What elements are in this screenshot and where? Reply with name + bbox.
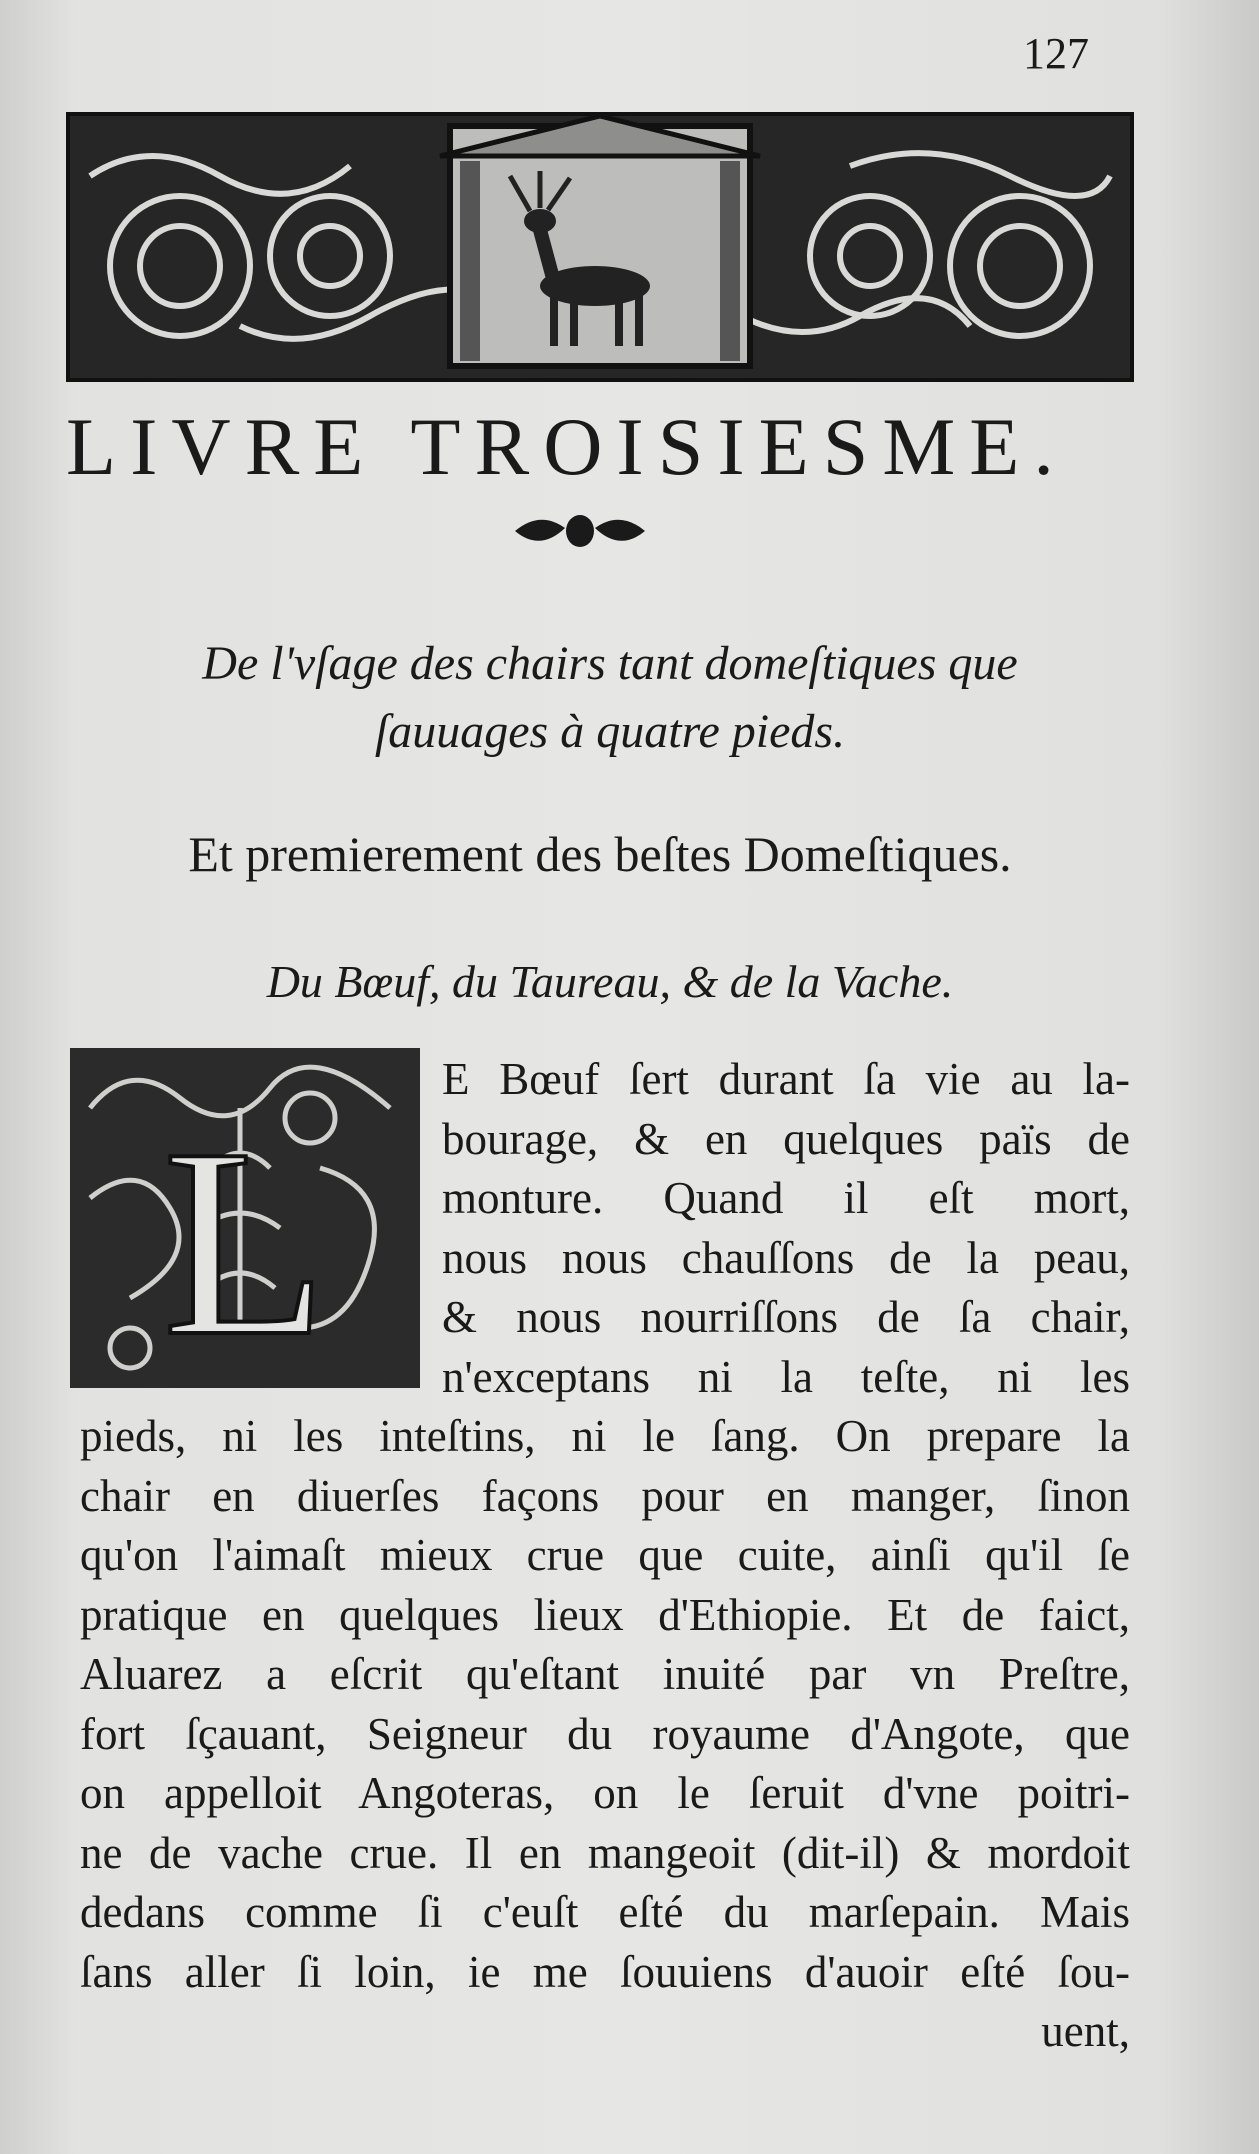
catchword: uent, [1041,2006,1130,2056]
header-ornament-woodcut [66,112,1134,382]
page-number: 127 [1023,29,1089,78]
body-line: fort ſçauant, Seigneur du royaume d'Angote, que [80,1708,1130,1759]
body-text [80,1050,1130,2062]
body-line: & nous nourriſſons de ſa chair, [442,1292,1130,1342]
book-title: LIVRE TROISIESME. [66,401,1068,492]
drop-cap-letter: L [162,1093,328,1388]
body-line: E Bœuf ſert durant ſa vie au la- [442,1054,1130,1104]
body-line: n'exceptans ni la teſte, ni les [442,1351,1130,1402]
body-line: bourage, & en quelques païs de [442,1113,1130,1164]
body-line: dedans comme ſi c'euſt eſté du marſepain. Mais [80,1887,1130,1937]
body-line: pratique en quelques lieux d'Ethiopie. Et de faict, [80,1589,1130,1640]
body-line: nous nous chauſſons de la peau, [442,1232,1130,1283]
subsection-heading: Et premierement des beſtes Domeſtiques. [188,826,1012,882]
body-line: pieds, ni les inteſtins, ni le ſang. On prepare la [80,1411,1130,1461]
body-line: on appelloit Angoteras, on le ſeruit d'vne poitri- [80,1768,1130,1818]
body-line: monture. Quand il eſt mort, [442,1173,1130,1223]
chapter-title: Du Bœuf, du Taureau, & de la Vache. [266,956,954,1007]
body-line: ne de vache crue. Il en mangeoit (dit-il) & mordoit [80,1827,1130,1878]
fleuron-ornament [505,508,655,554]
section-title-line: ſauuages à quatre pieds. [374,705,846,758]
body-line: chair en diuerſes façons pour en manger, ſinon [80,1470,1130,1521]
body-line: qu'on l'aimaſt mieux crue que cuite, ainſi qu'il ſe [80,1530,1130,1580]
section-title [110,630,1110,766]
section-title-line: De l'vſage des chairs tant domeſtiques que [202,637,1018,690]
body-line: Aluarez a eſcrit qu'eſtant inuité par vn Preſtre, [80,1649,1130,1699]
body-line: ſans aller ſi loin, ie me ſouuiens d'auoir eſté ſou- [80,1946,1130,1997]
